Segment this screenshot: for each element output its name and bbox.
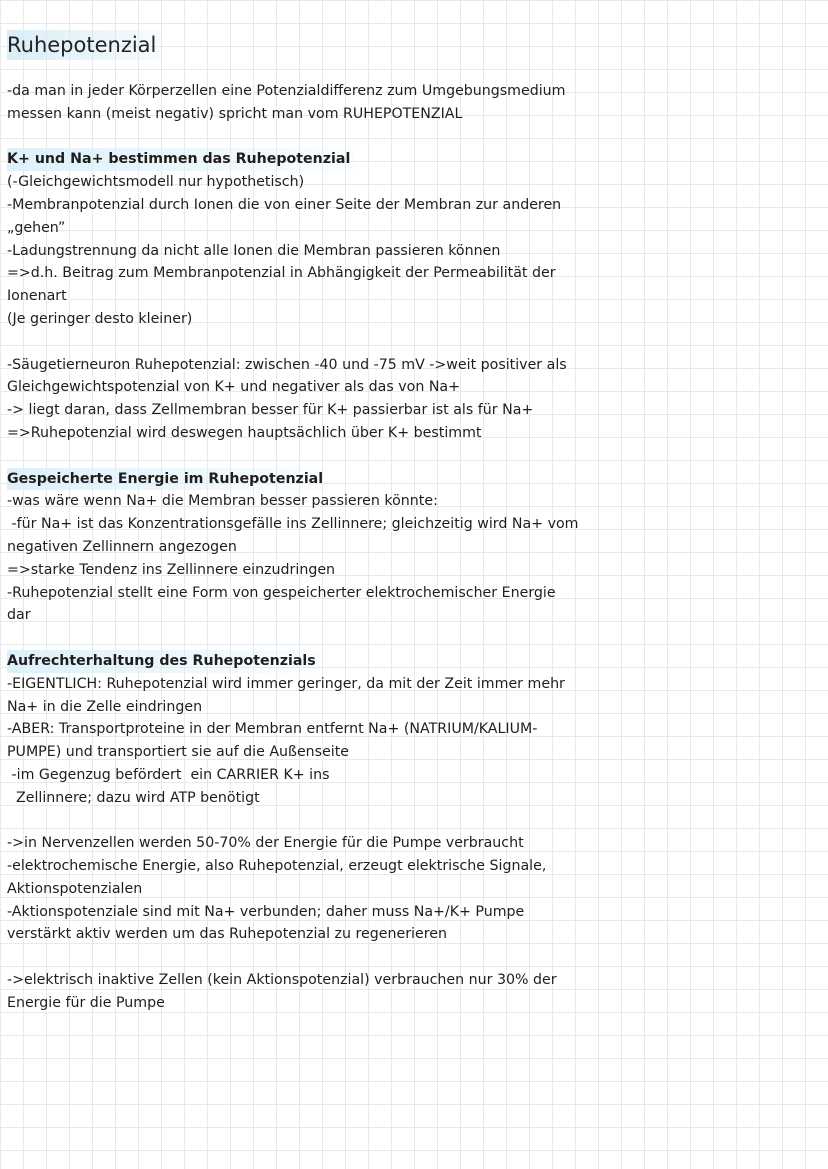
- section-heading: Gespeicherte Energie im Ruhepotenzial: [7, 468, 327, 491]
- intro-paragraph: [7, 80, 819, 126]
- text-line: Aktionspotenzialen: [7, 880, 143, 897]
- text-line: (-Gleichgewichtsmodell nur hypothetisch): [7, 174, 305, 191]
- text-line: Gleichgewichtspotenzial von K+ und negativer als das von Na+: [7, 379, 461, 396]
- text-line: negativen Zellinnern angezogen: [7, 538, 237, 555]
- text-line: Na+ in die Zelle eindringen: [7, 698, 203, 715]
- text-line: -Membranpotenzial durch Ionen die von einer Seite der Membran zur anderen: [7, 196, 562, 213]
- page-title: Ruhepotenzial: [7, 30, 162, 60]
- text-line: -für Na+ ist das Konzentrationsgefälle ins Zellinnere; gleichzeitig wird Na+ vom: [7, 516, 579, 533]
- text-line: ->in Nervenzellen werden 50-70% der Energie für die Pumpe verbraucht: [7, 835, 524, 852]
- text-line: „gehen”: [7, 219, 66, 236]
- text-line: -was wäre wenn Na+ die Membran besser passieren könnte:: [7, 493, 438, 510]
- text-line: ->elektrisch inaktive Zellen (kein Aktionspotenzial) verbrauchen nur 30% der: [7, 972, 557, 989]
- text-line: dar: [7, 607, 31, 624]
- text-line: -EIGENTLICH: Ruhepotenzial wird immer geringer, da mit der Zeit immer mehr: [7, 675, 565, 692]
- text-line: -im Gegenzug befördert ein CARRIER K+ ins: [7, 766, 330, 783]
- note-page: [7, 30, 819, 1015]
- section-k-na: [7, 148, 819, 444]
- text-line: =>starke Tendenz ins Zellinnere einzudringen: [7, 561, 336, 578]
- section-gespeicherte-energie: [7, 468, 819, 628]
- text-line: Zellinnere; dazu wird ATP benötigt: [7, 789, 260, 806]
- text-line: -> liegt daran, dass Zellmembran besser für K+ passierbar ist als für Na+: [7, 402, 534, 419]
- text-line: =>d.h. Beitrag zum Membranpotenzial in Abhängigkeit der Permeabilität der: [7, 265, 556, 282]
- section-heading: Aufrechterhaltung des Ruhepotenzials: [7, 650, 320, 673]
- text-line: messen kann (meist negativ) spricht man vom RUHEPOTENZIAL: [7, 105, 463, 122]
- text-line: (Je geringer desto kleiner): [7, 310, 193, 327]
- text-line: -Ladungstrennung da nicht alle Ionen die Membran passieren können: [7, 242, 501, 259]
- section-heading: K+ und Na+ bestimmen das Ruhepotenzial: [7, 148, 354, 171]
- text-line: verstärkt aktiv werden um das Ruhepotenzial zu regenerieren: [7, 926, 447, 943]
- text-line: -da man in jeder Körperzellen eine Potenzialdifferenz zum Umgebungsmedium: [7, 83, 566, 99]
- text-line: PUMPE) und transportiert sie auf die Außenseite: [7, 744, 350, 761]
- text-line: -Säugetierneuron Ruhepotenzial: zwischen -40 und -75 mV ->weit positiver als: [7, 356, 567, 373]
- section-aufrechterhaltung: [7, 650, 819, 1015]
- text-line: -ABER: Transportproteine in der Membran entfernt Na+ (NATRIUM/KALIUM-: [7, 721, 538, 738]
- text-line: -Aktionspotenziale sind mit Na+ verbunden; daher muss Na+/K+ Pumpe: [7, 903, 525, 920]
- text-line: -elektrochemische Energie, also Ruhepotenzial, erzeugt elektrische Signale,: [7, 858, 547, 875]
- text-line: Ionenart: [7, 288, 67, 305]
- text-line: Energie für die Pumpe: [7, 994, 165, 1011]
- text-line: -Ruhepotenzial stellt eine Form von gespeicherter elektrochemischer Energie: [7, 584, 556, 601]
- text-line: =>Ruhepotenzial wird deswegen hauptsächlich über K+ bestimmt: [7, 424, 482, 441]
